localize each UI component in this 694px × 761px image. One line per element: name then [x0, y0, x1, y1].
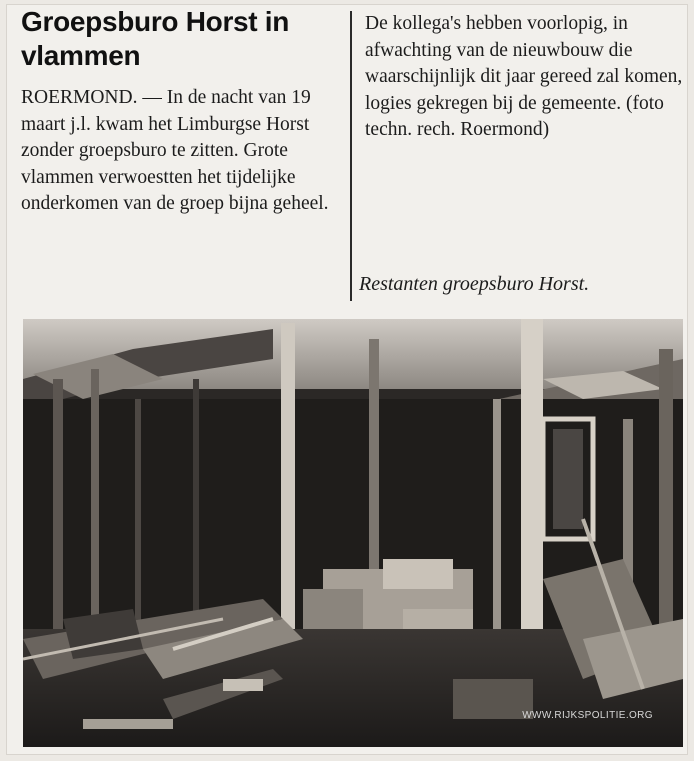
fire-damage-photo — [23, 319, 683, 747]
article-body-right: De kollega's hebben voorlopig, in afwachting van de nieuwbouw die waarschijnlijk dit jaar gereed zal komen, logies gekregen bij de gemeente. (foto techn. rech. Roermond) — [365, 13, 683, 140]
burned-building-illustration — [23, 319, 683, 747]
photo-caption: Restanten groepsburo Horst. — [359, 273, 590, 295]
left-column — [21, 5, 346, 218]
watermark: WWW.RIJKSPOLITIE.ORG — [522, 710, 653, 721]
newspaper-clipping — [6, 4, 688, 755]
column-divider — [350, 11, 352, 301]
right-column — [365, 11, 685, 144]
article-body-left: ROERMOND. — In de nacht van 19 maart j.l. kwam het Limburgse Horst zonder groepsburo te zitten. Grote vlammen verwoestten het tijdelijke onderkomen van de groep bijna geheel. — [21, 87, 329, 214]
headline: Groepsburo Horst in vlammen — [21, 6, 290, 71]
